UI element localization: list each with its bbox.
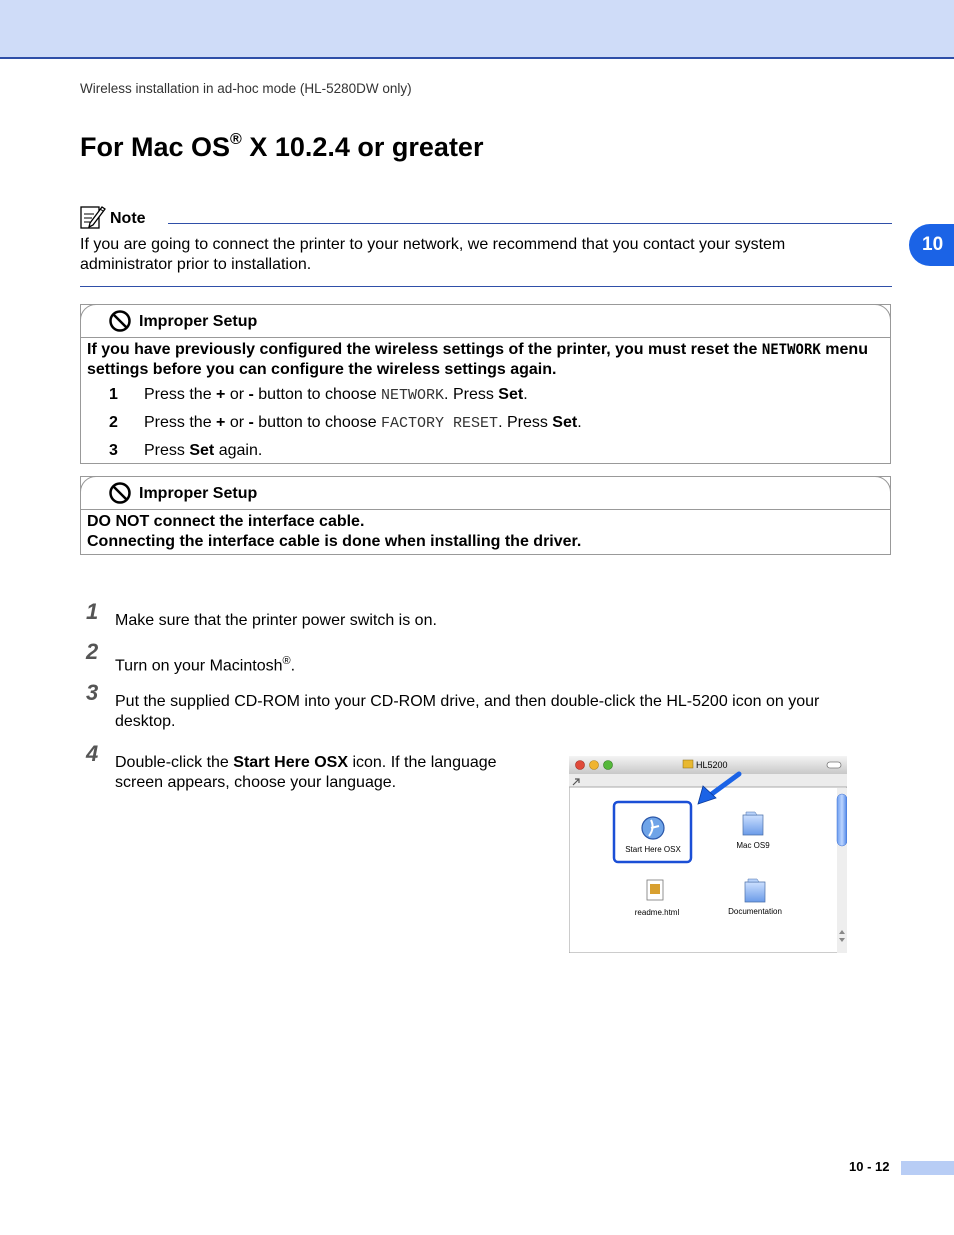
caution-lead: If you have previously configured the wireless settings of the printer, you must reset the NETWORK menu settings before you can configure the wireless settings again.	[87, 341, 868, 378]
prohibited-icon	[109, 310, 131, 332]
page-title: For Mac OS® X 10.2.4 or greater	[80, 131, 484, 162]
minimize-button-icon	[590, 761, 599, 770]
note-label: Note	[110, 210, 146, 227]
note-bottom-rule	[80, 286, 892, 287]
step-number: 2	[86, 639, 99, 664]
box-body	[81, 510, 890, 556]
zoom-button-icon	[604, 761, 613, 770]
box-title: Improper Setup	[139, 485, 258, 502]
finder-icon-label: Mac OS9	[736, 841, 770, 850]
improper-setup-box-1	[80, 304, 891, 464]
chapter-tab[interactable]: 10	[909, 224, 954, 266]
folder-icon	[745, 882, 765, 902]
step-text: Make sure that the printer power switch is on.	[115, 612, 437, 629]
scrollbar-thumb	[837, 794, 847, 846]
finder-window-screenshot	[569, 756, 847, 953]
finder-icon-label: Documentation	[728, 907, 782, 916]
sub-step: 1 Press the + or - button to choose NETWORK. Press Set.	[109, 386, 528, 404]
improper-setup-box-2	[80, 476, 891, 555]
finder-window-title: HL5200	[696, 760, 728, 770]
box-body	[81, 338, 890, 467]
cd-icon	[683, 760, 693, 768]
note-text: If you are going to connect the printer to your network, we recommend that you contact your system administrator prior to installation.	[80, 236, 786, 273]
caution-line: Connecting the interface cable is done when installing the driver.	[87, 533, 582, 550]
toolbar-toggle-icon	[827, 762, 841, 768]
step-text: Double-click the Start Here OSX icon. If the language screen appears, choose your language.	[115, 754, 497, 791]
step-number: 3	[86, 680, 99, 705]
note-header	[80, 204, 892, 230]
box-title: Improper Setup	[139, 313, 258, 330]
page-number: 10 - 12	[849, 1159, 890, 1174]
step-text: Put the supplied CD-ROM into your CD-ROM drive, and then double-click the HL-5200 icon on your desktop.	[115, 693, 820, 730]
folder-icon	[743, 815, 763, 835]
note-rule	[168, 223, 892, 224]
pencil-note-icon	[80, 204, 106, 230]
step-number: 4	[86, 741, 99, 766]
close-button-icon	[576, 761, 585, 770]
step-number: 1	[86, 599, 99, 624]
sub-step: 2 Press the + or - button to choose FACTORY RESET. Press Set.	[109, 414, 582, 432]
box-header	[80, 304, 891, 338]
box-header	[80, 476, 891, 510]
caution-line: DO NOT connect the interface cable.	[87, 513, 365, 530]
running-header: Wireless installation in ad-hoc mode (HL-5280DW only)	[80, 81, 412, 96]
finder-icon-label: Start Here OSX	[625, 845, 681, 854]
step-text: Turn on your Macintosh®.	[115, 655, 296, 675]
page-bar	[901, 1161, 954, 1175]
sub-step: 3 Press Set again.	[109, 442, 263, 459]
top-banner	[0, 0, 954, 59]
prohibited-icon	[109, 482, 131, 504]
finder-icon-label: readme.html	[634, 908, 680, 917]
